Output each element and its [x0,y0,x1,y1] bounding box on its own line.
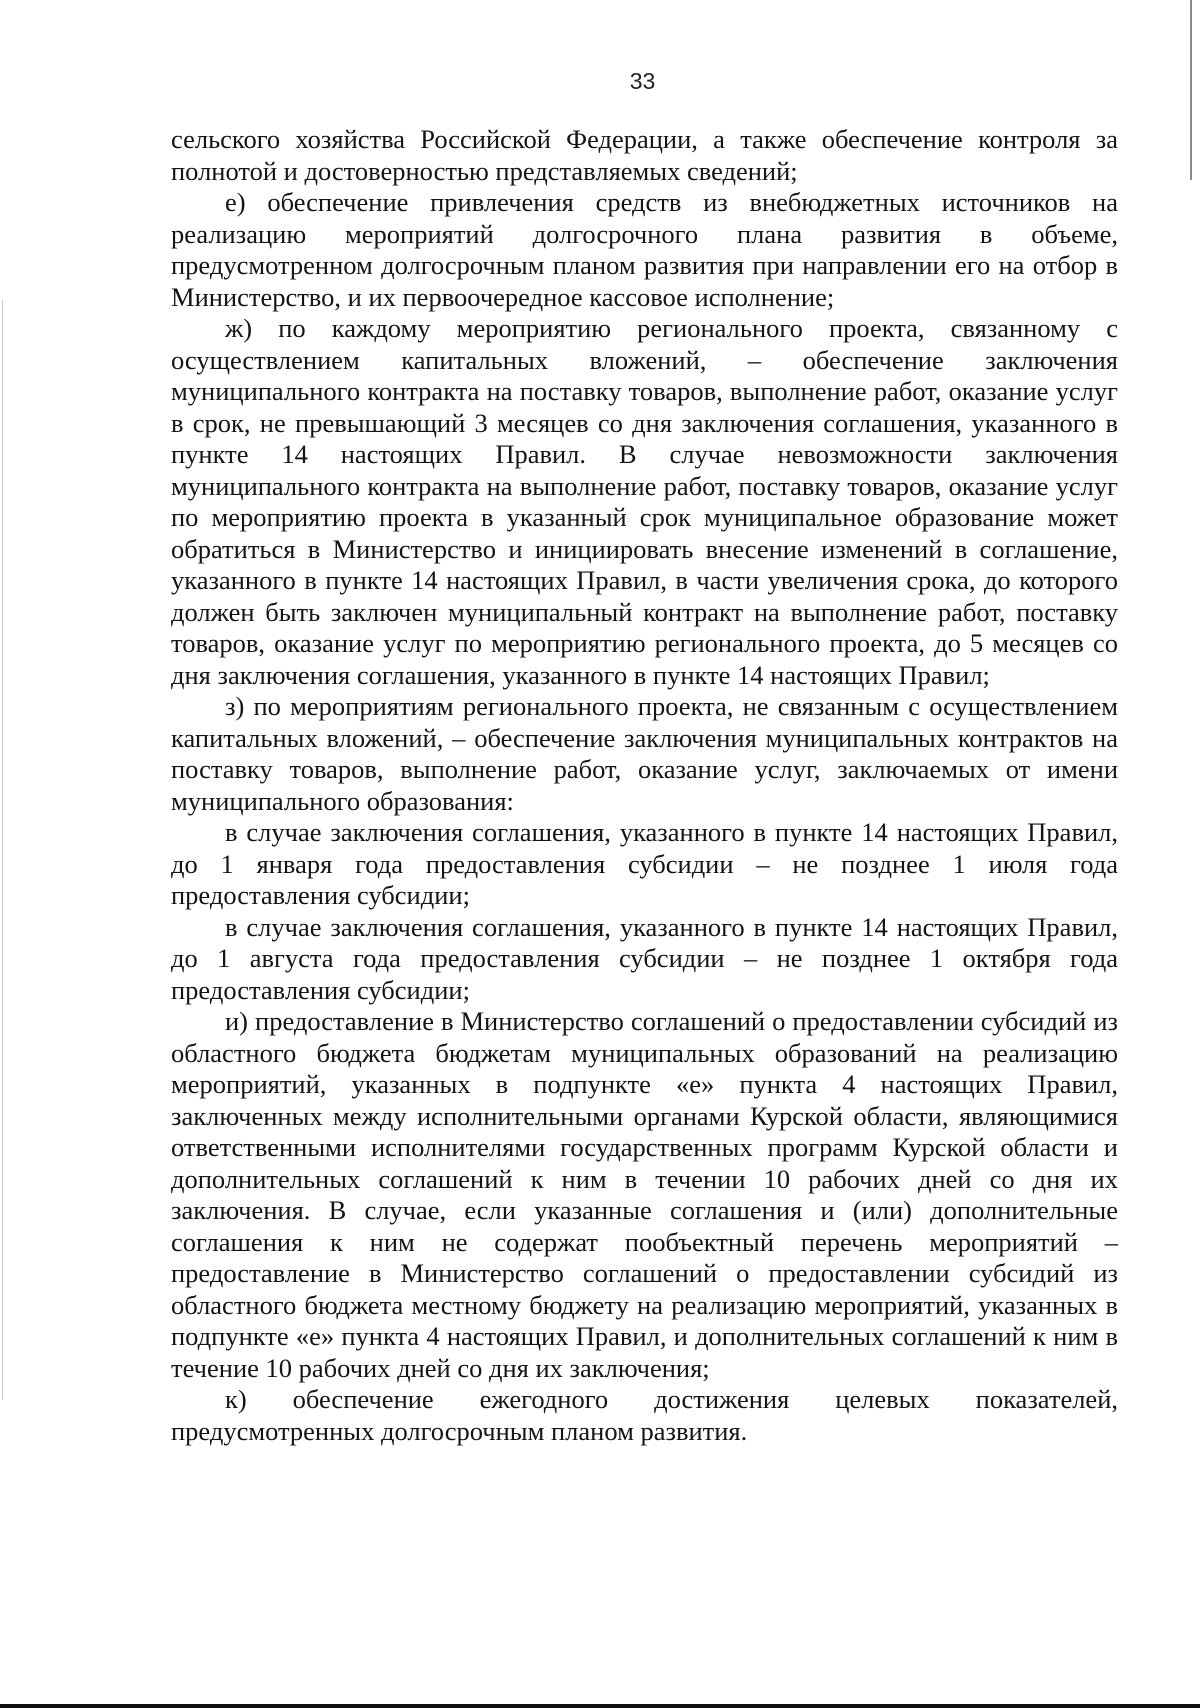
paragraph-item-k: к) обеспечение ежегодного достижения целевых показателей, предусмотренных долгосрочным планом развития. [171,1384,1118,1446]
paragraph-subitem-august: в случае заключения соглашения, указанного в пункте 14 настоящих Правил, до 1 августа года предоставления субсидии – не позднее 1 октября года предоставления субсидии; [171,911,1118,1005]
paragraph-item-zh: ж) по каждому мероприятию регионального проекта, связанному с осуществлением капитальных вложений, – обеспечение заключения муниципального контракта на поставку товаров, выполнение работ, оказание услуг в срок, не превышающий 3 месяцев со дня заключения соглашения, указанного в пункте 14 настоящих Правил. В случае невозможности заключения муниципального контракта на выполнение работ, поставку товаров, оказание услуг по мероприятию проекта в указанный срок муниципальное образование может обратиться в Министерство и инициировать внесение изменений в соглашение, указанного в пункте 14 настоящих Правил, в части увеличения срока, до которого должен быть заключен муниципальный контракт на выполнение работ, поставку товаров, оказание услуг по мероприятию регионального проекта, до 5 месяцев со дня заключения соглашения, указанного в пункте 14 настоящих Правил; [171,313,1118,690]
paragraph-item-i: и) предоставление в Министерство соглашений о предоставлении субсидий из областного бюджета бюджетам муниципальных образований на реализацию мероприятий, указанных в подпункте «е» пункта 4 настоящих Правил, заключенных между исполнительными органами Курской области, являющимися ответственными исполнителями государственных программ Курской области и дополнительных соглашений к ним в течении 10 рабочих дней со дня их заключения. В случае, если указанные соглашения и (или) дополнительные соглашения к ним не содержат пообъектный перечень мероприятий – предоставление в Министерство соглашений о предоставлении субсидий из областного бюджета местному бюджету на реализацию мероприятий, указанных в подпункте «е» пункта 4 настоящих Правил, и дополнительных соглашений к ним в течение 10 рабочих дней со дня их заключения; [171,1006,1118,1383]
paragraph-item-e: е) обеспечение привлечения средств из внебюджетных источников на реализацию мероприятий долгосрочного плана развития в объеме, предусмотренном долгосрочным планом развития при направлении его на отбор в Министерство, и их первоочередное кассовое исполнение; [171,187,1118,312]
paragraph-subitem-january: в случае заключения соглашения, указанного в пункте 14 настоящих Правил, до 1 января года предоставления субсидии – не позднее 1 июля года предоставления субсидии; [171,817,1118,910]
paragraph-continuation: сельского хозяйства Российской Федерации, а также обеспечение контроля за полнотой и достоверностью представляемых сведений; [171,124,1118,186]
scan-edge-bottom [0,1704,1200,1708]
paragraph-item-z: з) по мероприятиям регионального проекта, не связанным с осуществлением капитальных вложений, – обеспечение заключения муниципальных контрактов на поставку товаров, выполнение работ, оказание услуг, заключаемых от имени муниципального образования: [171,691,1118,816]
scan-edge-left [2,300,3,1400]
document-body [171,124,1118,1447]
page-number: 33 [629,68,656,94]
